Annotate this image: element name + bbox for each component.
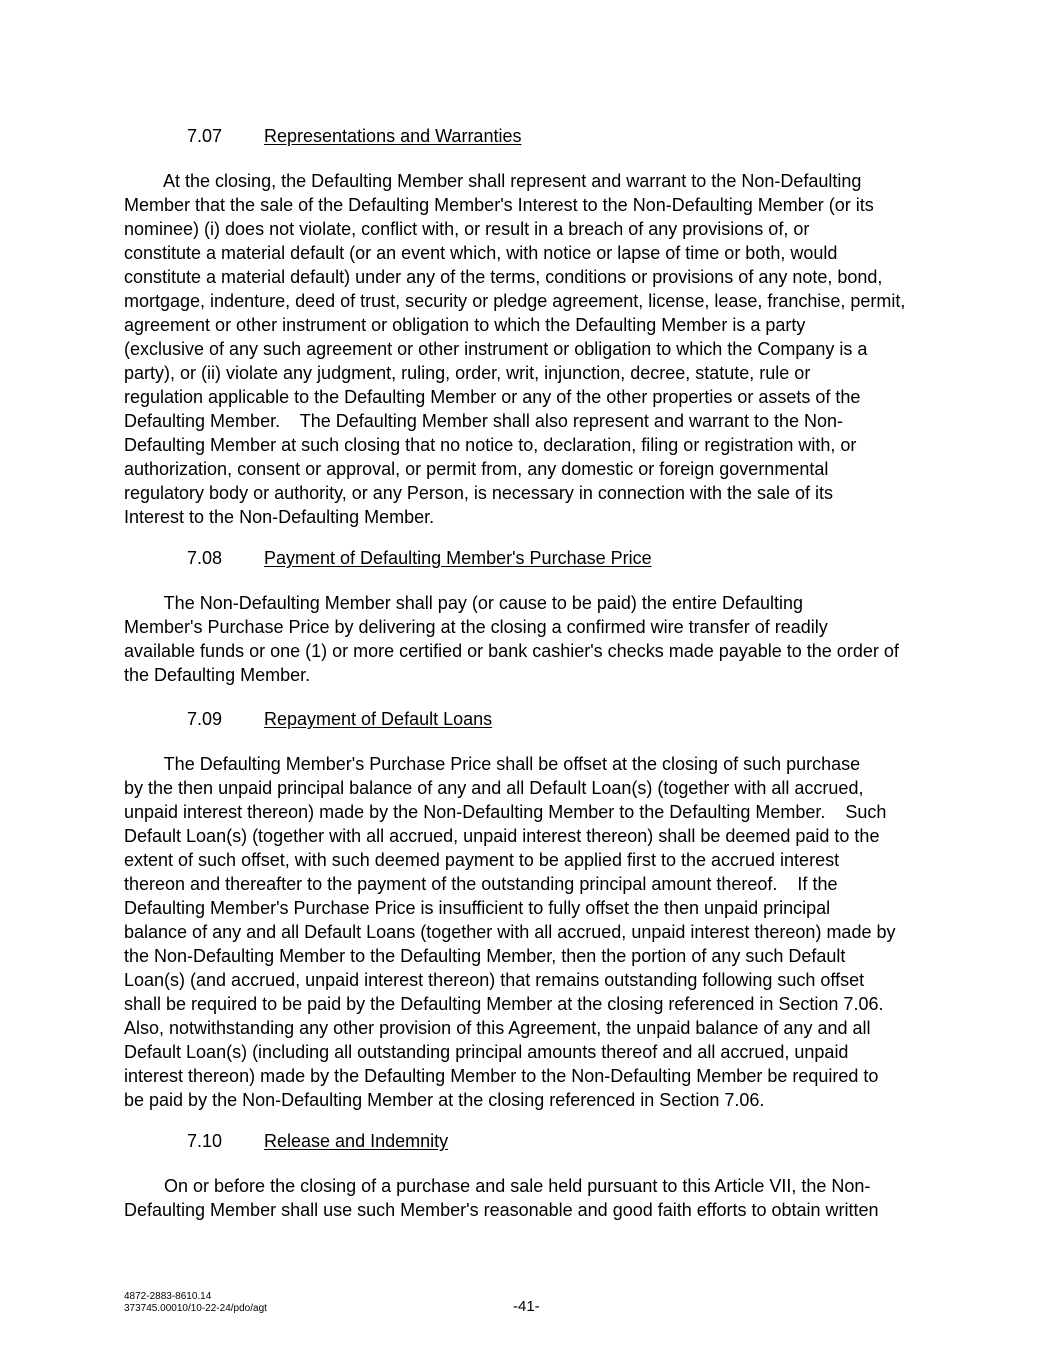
text-line: by the then unpaid principal balance of any and all Default Loan(s) (together with all accrued, (124, 778, 864, 798)
text-line: nominee) (i) does not violate, conflict with, or result in a breach of any provisions of, or (124, 219, 810, 239)
text-line: regulatory body or authority, or any Person, is necessary in connection with the sale of its (124, 483, 834, 503)
section-heading-7-07 (187, 124, 521, 148)
doc-id: 4872-2883-8610.14 (124, 1291, 212, 1302)
section-body-7-10 (124, 1174, 932, 1222)
text-line: (exclusive of any such agreement or other instrument or obligation to which the Company is a (124, 339, 868, 359)
text-line: Member's Purchase Price by delivering at the closing a confirmed wire transfer of readily (124, 617, 828, 637)
text-line: the Non-Defaulting Member to the Defaulting Member, then the portion of any such Default (124, 946, 846, 966)
text-line: unpaid interest thereon) made by the Non-Defaulting Member to the Defaulting Member. Such (124, 802, 887, 822)
footer-document-id (124, 1291, 267, 1315)
text-line: interest thereon) made by the Defaulting Member to the Non-Defaulting Member be required to (124, 1066, 879, 1086)
text-line: Defaulting Member at such closing that no notice to, declaration, filing or registration with, or (124, 435, 857, 455)
text-line: constitute a material default) under any of the terms, conditions or provisions of any note, bond, (124, 267, 883, 287)
section-number: 7.10 (187, 1131, 223, 1151)
text-line: Interest to the Non-Defaulting Member. (124, 507, 435, 527)
text-line: thereon and thereafter to the payment of the outstanding principal amount thereof. If the (124, 874, 838, 894)
section-title: Release and Indemnity (264, 1131, 449, 1151)
text-line: be paid by the Non-Defaulting Member at the closing referenced in Section 7.06. (124, 1090, 765, 1110)
text-line: mortgage, indenture, deed of trust, security or pledge agreement, license, lease, franchise, permit, (124, 291, 906, 311)
text-line: The Defaulting Member's Purchase Price shall be offset at the closing of such purchase (124, 754, 861, 774)
text-line: authorization, consent or approval, or permit from, any domestic or foreign governmental (124, 459, 829, 479)
text-line: Default Loan(s) (including all outstanding principal amounts thereof and all accrued, unpaid (124, 1042, 849, 1062)
section-body-7-09 (124, 752, 932, 1112)
text-line: Defaulting Member. The Defaulting Member shall also represent and warrant to the Non- (124, 411, 844, 431)
section-title: Repayment of Default Loans (264, 709, 493, 729)
text-line: Defaulting Member shall use such Member's reasonable and good faith efforts to obtain written (124, 1200, 879, 1220)
text-line: available funds or one (1) or more certified or bank cashier's checks made payable to the order of (124, 641, 899, 661)
text-line: Default Loan(s) (together with all accrued, unpaid interest thereon) shall be deemed paid to the (124, 826, 880, 846)
text-line: Loan(s) (and accrued, unpaid interest thereon) that remains outstanding following such offset (124, 970, 865, 990)
page-number: -41- (513, 1298, 540, 1315)
text-line: On or before the closing of a purchase and sale held pursuant to this Article VII, the Non- (124, 1176, 871, 1196)
section-title: Payment of Defaulting Member's Purchase Price (264, 548, 652, 568)
text-line: regulation applicable to the Defaulting Member or any of the other properties or assets of the (124, 387, 861, 407)
section-heading-7-09 (187, 707, 492, 731)
text-line: agreement or other instrument or obligation to which the Defaulting Member is a party (124, 315, 806, 335)
section-body-7-08 (124, 591, 932, 687)
text-line: Defaulting Member's Purchase Price is insufficient to fully offset the then unpaid principal (124, 898, 831, 918)
matter-ref: 373745.00010/10-22-24/pdo/agt (124, 1303, 267, 1314)
section-number: 7.09 (187, 709, 223, 729)
section-heading-7-08 (187, 546, 652, 570)
section-heading-7-10 (187, 1129, 448, 1153)
section-title: Representations and Warranties (264, 126, 522, 146)
section-body-7-07 (124, 169, 932, 529)
text-line: At the closing, the Defaulting Member shall represent and warrant to the Non-Defaulting (124, 171, 862, 191)
text-line: Member that the sale of the Defaulting Member's Interest to the Non-Defaulting Member (or its (124, 195, 874, 215)
text-line: The Non-Defaulting Member shall pay (or cause to be paid) the entire Defaulting (124, 593, 804, 613)
text-line: shall be required to be paid by the Defaulting Member at the closing referenced in Section 7.06. (124, 994, 884, 1014)
text-line: balance of any and all Default Loans (together with all accrued, unpaid interest thereon) made by (124, 922, 896, 942)
text-line: constitute a material default (or an event which, with notice or lapse of time or both, would (124, 243, 838, 263)
text-line: the Defaulting Member. (124, 665, 311, 685)
text-line: party), or (ii) violate any judgment, ruling, order, writ, injunction, decree, statute, rule or (124, 363, 811, 383)
section-number: 7.07 (187, 126, 223, 146)
section-number: 7.08 (187, 548, 223, 568)
text-line: extent of such offset, with such deemed payment to be applied first to the accrued interest (124, 850, 840, 870)
text-line: Also, notwithstanding any other provision of this Agreement, the unpaid balance of any and all (124, 1018, 871, 1038)
